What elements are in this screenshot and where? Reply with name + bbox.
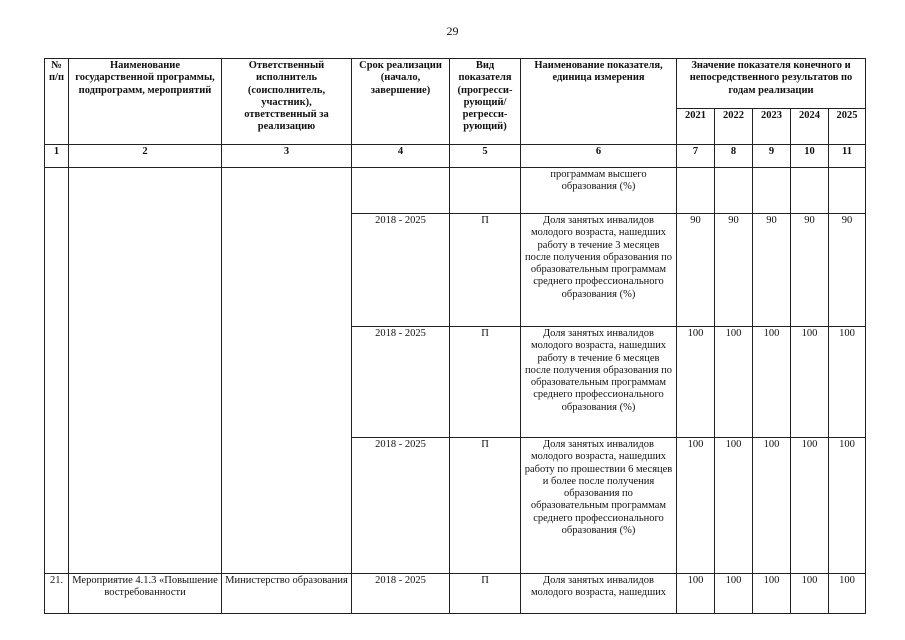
type-cell <box>450 168 521 214</box>
column-number: 1 <box>45 145 69 168</box>
column-number: 5 <box>450 145 521 168</box>
period-cell <box>352 168 450 214</box>
type-cell: П <box>450 438 521 574</box>
type-cell: П <box>450 574 521 614</box>
header-year: 2022 <box>715 109 753 145</box>
indicator-cell: Доля занятых инвалидов молодого возраста, нашедших <box>521 574 677 614</box>
value-cell: 100 <box>791 327 829 438</box>
header-period: Срок реализации (начало, завершение) <box>352 59 450 145</box>
value-cell: 100 <box>829 574 866 614</box>
column-number-row <box>45 145 866 168</box>
value-cell: 90 <box>829 214 866 327</box>
type-cell: П <box>450 327 521 438</box>
value-cell: 100 <box>753 574 791 614</box>
header-year: 2021 <box>677 109 715 145</box>
period-cell: 2018 - 2025 <box>352 438 450 574</box>
column-number: 3 <box>222 145 352 168</box>
indicator-cell: Доля занятых инвалидов молодого возраста, нашедших работу по прошествии 6 месяцев и более после получения образования по образовательным программам среднего профессионального образования (%) <box>521 438 677 574</box>
num-cell: 21. <box>45 574 69 614</box>
value-cell: 100 <box>715 574 753 614</box>
value-cell: 90 <box>677 214 715 327</box>
value-cell: 100 <box>791 438 829 574</box>
value-cell: 100 <box>829 327 866 438</box>
value-cell: 100 <box>677 574 715 614</box>
num-cell <box>45 168 69 574</box>
value-cell: 100 <box>677 327 715 438</box>
header-values-group: Значение показателя конечного и непосредственного результатов по годам реализации <box>677 59 866 109</box>
period-cell: 2018 - 2025 <box>352 214 450 327</box>
column-number: 10 <box>791 145 829 168</box>
header-name: Наименование государственной программы, подпрограмм, мероприятий <box>69 59 222 145</box>
column-number: 9 <box>753 145 791 168</box>
executor-cell: Министерство образования <box>222 574 352 614</box>
indicator-cell: Доля занятых инвалидов молодого возраста, нашедших работу в течение 6 месяцев после получения образования по образовательным программам среднего профессионального образования (%) <box>521 327 677 438</box>
value-cell <box>715 168 753 214</box>
indicator-cell: Доля занятых инвалидов молодого возраста, нашедших работу в течение 3 месяцев после получения образования по образовательным программам среднего профессионального образования (%) <box>521 214 677 327</box>
header-num: № п/п <box>45 59 69 145</box>
value-cell: 100 <box>677 438 715 574</box>
table-row <box>45 168 866 214</box>
name-cell <box>69 168 222 574</box>
column-number: 8 <box>715 145 753 168</box>
table-row <box>45 574 866 614</box>
value-cell: 100 <box>753 438 791 574</box>
value-cell: 100 <box>753 327 791 438</box>
page-number: 29 <box>446 24 459 38</box>
value-cell: 100 <box>715 327 753 438</box>
header-type: Вид показателя (прогресси-рующий/ регресси-рующий) <box>450 59 521 145</box>
header-year: 2024 <box>791 109 829 145</box>
type-cell: П <box>450 214 521 327</box>
value-cell <box>677 168 715 214</box>
value-cell: 90 <box>753 214 791 327</box>
indicators-table <box>44 58 866 614</box>
header-indicator: Наименование показателя, единица измерения <box>521 59 677 145</box>
header-year: 2025 <box>829 109 866 145</box>
value-cell: 90 <box>791 214 829 327</box>
column-number: 2 <box>69 145 222 168</box>
value-cell: 90 <box>715 214 753 327</box>
column-number: 6 <box>521 145 677 168</box>
value-cell <box>791 168 829 214</box>
value-cell <box>753 168 791 214</box>
header-executor: Ответственный исполнитель (соисполнитель, участник), ответственный за реализацию <box>222 59 352 145</box>
value-cell: 100 <box>791 574 829 614</box>
name-cell: Мероприятие 4.1.3 «Повышение востребованности <box>69 574 222 614</box>
header-row <box>45 59 866 109</box>
column-number: 4 <box>352 145 450 168</box>
header-year: 2023 <box>753 109 791 145</box>
period-cell: 2018 - 2025 <box>352 327 450 438</box>
value-cell: 100 <box>829 438 866 574</box>
indicator-continuation: программам высшего образования (%) <box>521 168 677 214</box>
value-cell: 100 <box>715 438 753 574</box>
column-number: 11 <box>829 145 866 168</box>
period-cell: 2018 - 2025 <box>352 574 450 614</box>
column-number: 7 <box>677 145 715 168</box>
value-cell <box>829 168 866 214</box>
executor-cell <box>222 168 352 574</box>
